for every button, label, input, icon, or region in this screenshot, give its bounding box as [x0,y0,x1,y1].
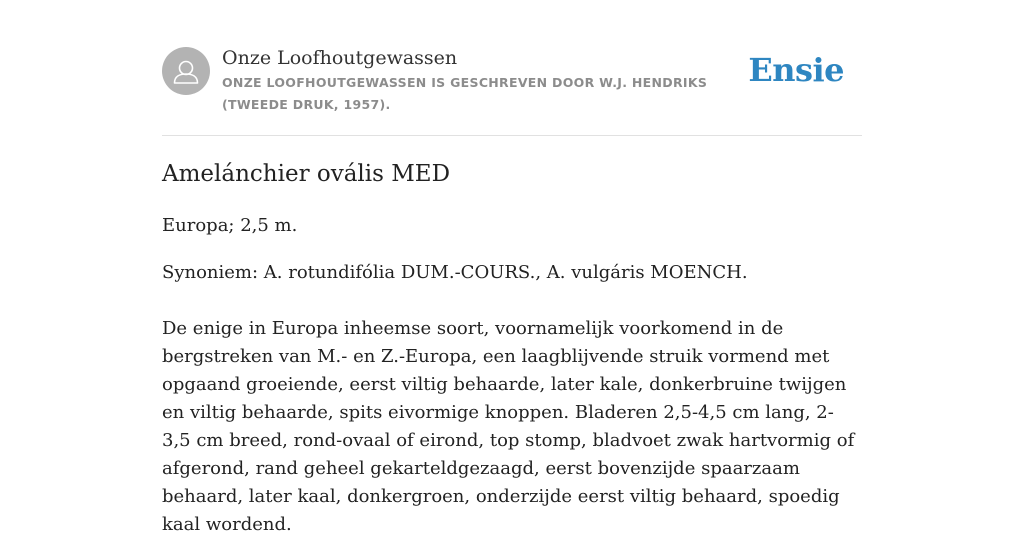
avatar[interactable] [162,47,210,95]
user-icon [162,47,210,95]
page-container [162,0,862,535]
ensie-logo[interactable]: Ensie [748,51,844,89]
source-description: ONZE LOOFHOUTGEWASSEN IS GESCHREVEN DOOR W.J. HENDRIKS (TWEEDE DRUK, 1957). [222,75,708,112]
entry-title: Amelánchier ovális MED [162,161,451,187]
entry-paragraph-origin: Europa; 2,5 m. [162,215,298,236]
entry-paragraph-description: De enige in Europa inheemse soort, voornamelijk voorkomend in de bergstreken van M.- en Z.-Europa, een laagblijvende struik vormend met opgaand groeiende, eerst viltig behaarde, later kale, donkerbruine twijgen en viltig behaarde, spits eivormige knoppen. Bladeren 2,5-4,5 cm lang, 2-3,5 cm breed, rond-ovaal of eirond, top stomp, bladvoet zwak hartvormig of afgerond, rand geheel gekarteldgezaagd, eerst bovenzijde spaarzaam behaard, later kaal, donkergroen, onderzijde eerst viltig behaard, spoedig kaal wordend. [162,318,855,535]
source-header [162,0,862,136]
source-title[interactable]: Onze Loofhoutgewassen [222,47,458,69]
entry-paragraph-synonyms: Synoniem: A. rotundifólia DUM.-COURS., A. vulgáris MOENCH. [162,262,748,283]
